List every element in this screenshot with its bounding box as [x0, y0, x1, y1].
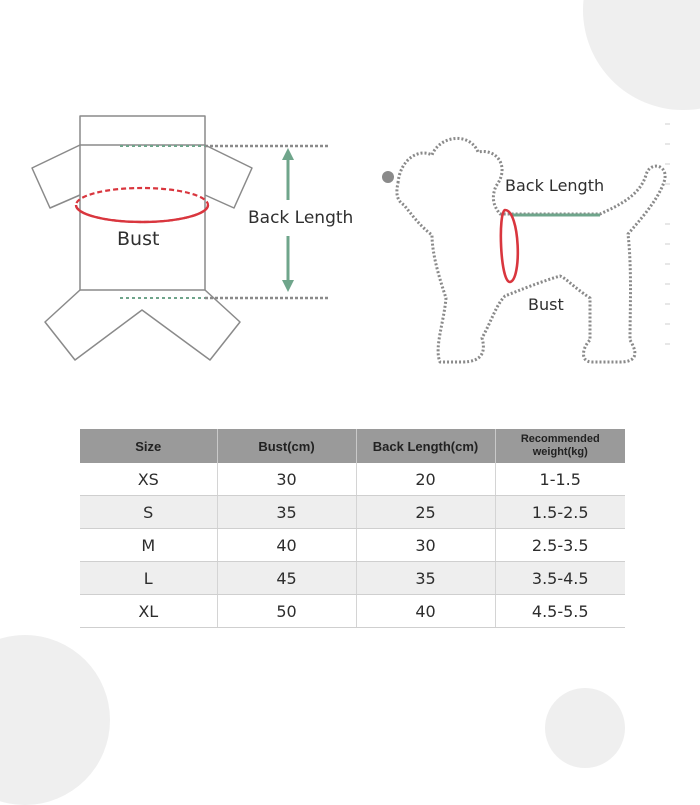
- table-row: [80, 562, 625, 595]
- cell-bust: 50: [217, 595, 356, 628]
- cell-size: XS: [80, 463, 217, 496]
- cell-weight: 4.5-5.5: [495, 595, 625, 628]
- header-back-length: Back Length(cm): [356, 429, 495, 463]
- table-row: [80, 529, 625, 562]
- cell-weight: 3.5-4.5: [495, 562, 625, 595]
- cell-bust: 45: [217, 562, 356, 595]
- table-row: [80, 595, 625, 628]
- cell-size: M: [80, 529, 217, 562]
- size-chart-table: [80, 429, 625, 628]
- cell-weight: 1.5-2.5: [495, 496, 625, 529]
- header-weight-line1: Recommended: [520, 433, 600, 445]
- dog-bust-label: Bust: [528, 295, 564, 314]
- table-header-row: [80, 429, 625, 463]
- header-bust: Bust(cm): [217, 429, 356, 463]
- cell-back-length: 25: [356, 496, 495, 529]
- garment-bust-label: Bust: [117, 228, 160, 250]
- dog-nose: [382, 171, 394, 183]
- cell-back-length: 40: [356, 595, 495, 628]
- cell-back-length: 30: [356, 529, 495, 562]
- table-row: [80, 496, 625, 529]
- cell-size: S: [80, 496, 217, 529]
- cell-bust: 40: [217, 529, 356, 562]
- dog-back-length-label: Back Length: [505, 176, 605, 195]
- cell-weight: 1-1.5: [495, 463, 625, 496]
- garment-back-length-label: Back Length: [248, 208, 354, 228]
- dog-side-ruler: [665, 124, 670, 344]
- cell-bust: 30: [217, 463, 356, 496]
- cell-back-length: 35: [356, 562, 495, 595]
- dog-outline: [397, 138, 665, 362]
- cell-size: L: [80, 562, 217, 595]
- header-weight: [495, 429, 625, 463]
- cell-size: XL: [80, 595, 217, 628]
- header-weight-line2: weight(kg): [532, 446, 588, 458]
- dog-bust-loop: [501, 210, 518, 282]
- header-size: Size: [80, 429, 217, 463]
- decor-circle-bottom-right: [545, 688, 625, 768]
- cell-back-length: 20: [356, 463, 495, 496]
- table-row: [80, 463, 625, 496]
- cell-weight: 2.5-3.5: [495, 529, 625, 562]
- cell-bust: 35: [217, 496, 356, 529]
